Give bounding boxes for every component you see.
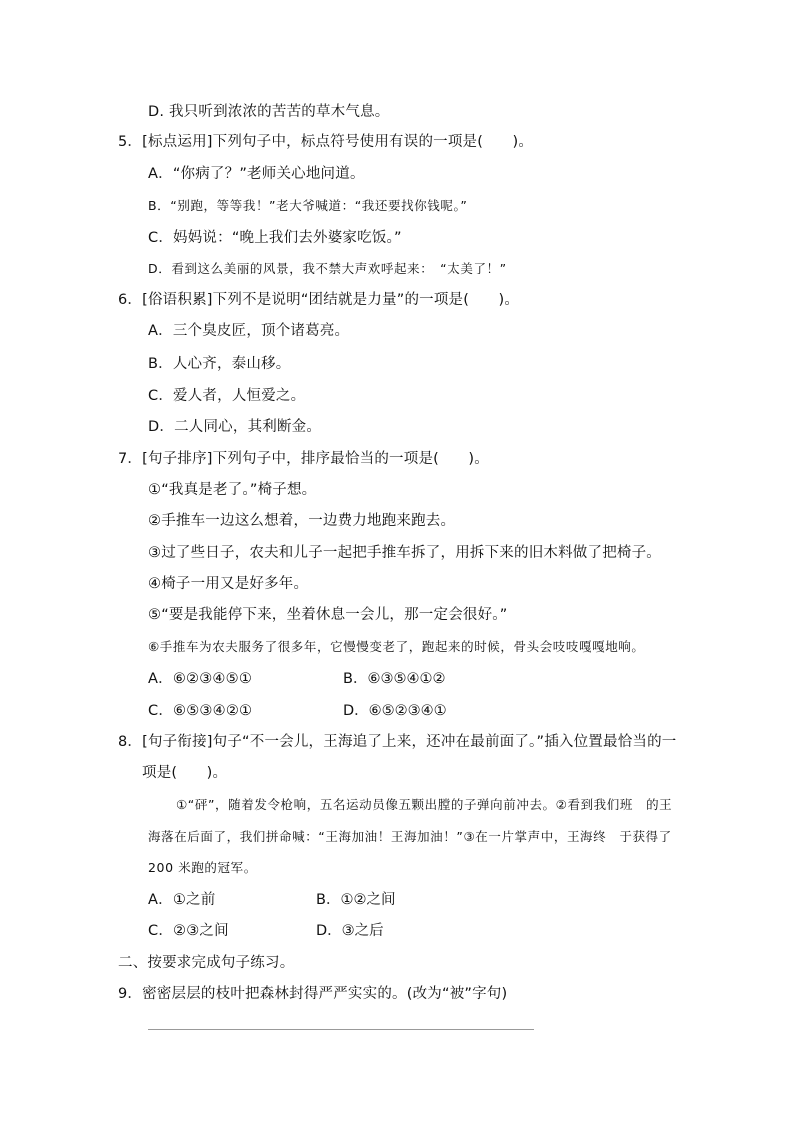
q8-passage-line1: ①“砰”，随着发令枪响，五名运动员像五颗出膛的子弹向前冲去。②看到我们班 的王 bbox=[176, 797, 673, 812]
q7-sentence-1: ①“我真是老了。”椅子想。 bbox=[148, 482, 317, 498]
q8-option-b: B．①②之间 bbox=[316, 892, 396, 908]
q7-stem: 7．[句子排序]下列句子中，排序最恰当的一项是( )。 bbox=[118, 451, 489, 467]
section-2-heading: 二、按要求完成句子练习。 bbox=[118, 955, 295, 971]
q7-sentence-5: ⑤“要是我能停下来，坐着休息一会儿，那一定会很好。” bbox=[148, 607, 508, 623]
q7-sentence-2: ②手推车一边这么想着，一边费力地跑来跑去。 bbox=[148, 513, 456, 529]
q7-option-b: B．⑥③⑤④①② bbox=[343, 671, 446, 687]
q9-stem: 9．密密层层的枝叶把森林封得严严实实的。(改为“被”字句) bbox=[118, 986, 508, 1002]
q7-sentence-3: ③过了些日子，农夫和儿子一起把手推车拆了，用拆下来的旧木料做了把椅子。 bbox=[148, 545, 661, 561]
q4-option-d: D. 我只听到浓浓的苦苦的草木气息。 bbox=[148, 104, 390, 120]
q5-stem: 5．[标点运用]下列句子中，标点符号使用有误的一项是( )。 bbox=[118, 134, 534, 150]
q8-passage-line2: 海落在后面了，我们拼命喊：“王海加油！王海加油！”③在一片掌声中，王海终 于获得了 bbox=[148, 829, 672, 844]
q6-option-c: C．爱人者，人恒爱之。 bbox=[148, 388, 306, 404]
q6-option-b: B．人心齐，泰山移。 bbox=[148, 356, 291, 372]
q7-sentence-6: ⑥手推车为农夫服务了很多年，它慢慢变老了，跑起来的时候，骨头会吱吱嘎嘎地响。 bbox=[148, 639, 645, 654]
q8-stem-line2: 项是( )。 bbox=[142, 765, 228, 781]
q8-option-a: A．①之前 bbox=[148, 892, 216, 908]
q5-option-d: D．看到这么美丽的风景，我不禁大声欢呼起来： “太美了！” bbox=[148, 261, 507, 276]
q5-option-a: A．“你病了？”老师关心地问道。 bbox=[148, 166, 365, 182]
q8-option-c: C．②③之间 bbox=[148, 923, 229, 939]
q7-option-c: C．⑥⑤③④②① bbox=[148, 703, 253, 719]
q9-answer-line[interactable] bbox=[148, 1029, 534, 1030]
q8-stem-line1: 8．[句子衔接]句子“不一会儿，王海追了上来，还冲在最前面了。”插入位置最恰当的一 bbox=[118, 734, 677, 750]
q6-option-a: A．三个臭皮匠，顶个诸葛亮。 bbox=[148, 323, 350, 339]
q7-option-a: A．⑥②③④⑤① bbox=[148, 671, 253, 687]
q8-option-d: D．③之后 bbox=[316, 923, 384, 939]
q5-option-b: B．“别跑，等等我！”老大爷喊道：“我还要找你钱呢。” bbox=[148, 198, 468, 213]
q6-option-d: D．二人同心，其利断金。 bbox=[148, 419, 322, 435]
q7-option-d: D．⑥⑤②③④① bbox=[343, 703, 447, 719]
q6-stem: 6．[俗语积累]下列不是说明“团结就是力量”的一项是( )。 bbox=[118, 292, 520, 308]
q5-option-c: C．妈妈说：“晚上我们去外婆家吃饭。” bbox=[148, 230, 402, 246]
q7-sentence-4: ④椅子一用又是好多年。 bbox=[148, 576, 309, 592]
q8-passage-line3: 200 米跑的冠军。 bbox=[148, 860, 257, 875]
